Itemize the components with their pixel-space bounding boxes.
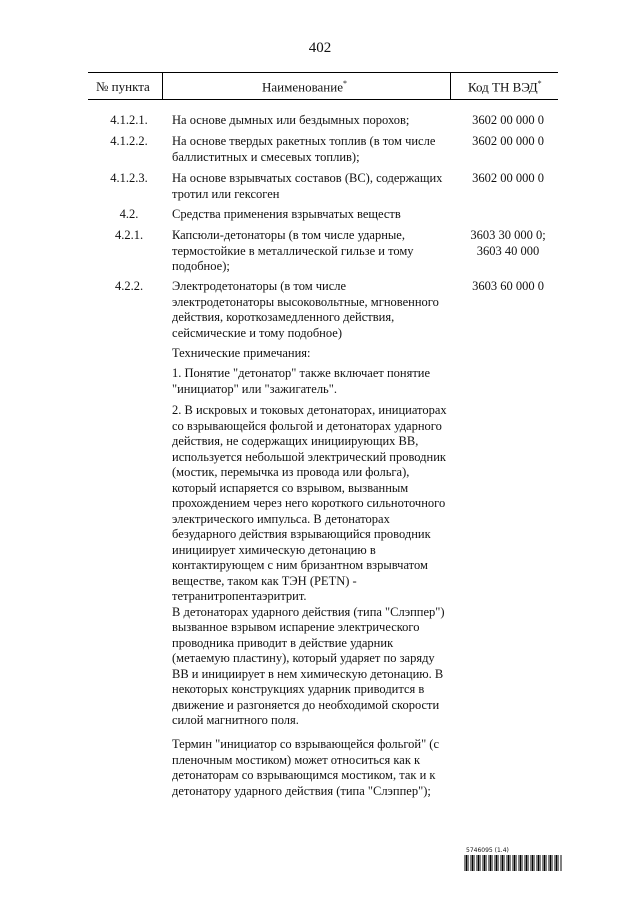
row-number: 4.2.: [119, 207, 139, 221]
row-code: 3602 00 000 0: [472, 134, 544, 148]
row-number: 4.1.2.1.: [110, 113, 148, 127]
row-number: 4.1.2.2.: [110, 134, 148, 148]
header-col-number: № пункта: [96, 79, 150, 94]
row-name: Средства применения взрывчатых веществ: [172, 207, 401, 221]
row-code: 3603 60 000 0: [472, 279, 544, 293]
row-code: 3602 00 000 0: [472, 113, 544, 127]
note-paragraph: Термин "инициатор со взрывающейся фольгой" (с пленочным мостиком) может относиться как к детонаторам со взрывающимся мостиком, так и к детонатору ударного действия (типа "Слэппер");: [172, 737, 440, 798]
row-name: На основе твердых ракетных топлив (в том числе баллиститных и смесевых топлив);: [172, 134, 436, 164]
header-divider: [162, 73, 163, 99]
notes-title: Технические примечания:: [172, 346, 311, 360]
row-name: Капсюли-детонаторы (в том числе ударные, термостойкие в металлической гильзе и тому подобное);: [172, 228, 414, 273]
header-divider: [450, 73, 451, 99]
row-number: 4.1.2.3.: [110, 171, 148, 185]
row-name: Электродетонаторы (в том числе электродетонаторы высоковольтные, мгновенного действия, короткозамедленного действия, сейсмические и тому подобное): [172, 279, 439, 340]
barcode-image: [464, 855, 562, 871]
row-number: 4.2.2.: [114, 279, 144, 293]
note-text: В детонаторах ударного действия (типа "Слэппер") вызванное взрывом испарение электрического проводника приводит в действие ударник (метаемую пластину), который ударяет по заряду ВВ и инициирует в нем химическую детонацию. В некоторых конструкциях ударник приводится в движение и разгоняется до необходимой скорости силой магнитного поля.: [172, 604, 445, 727]
row-code: 3602 00 000 0: [472, 171, 544, 185]
header-col-code: Код ТН ВЭД*: [468, 79, 542, 95]
barcode-label: 5746095 (1.4): [466, 847, 509, 854]
row-code: 3603 30 000 0; 3603 40 000: [470, 228, 546, 258]
row-number: 4.2.1.: [114, 228, 144, 242]
note-paragraph: [172, 403, 452, 729]
note-paragraph: 1. Понятие "детонатор" также включает понятие "инициатор" или "зажигатель".: [172, 366, 431, 396]
header-col-name: Наименование*: [262, 79, 347, 95]
row-name: На основе дымных или бездымных порохов;: [172, 113, 410, 127]
row-name: На основе взрывчатых составов (ВС), содержащих тротил или гексоген: [172, 171, 443, 201]
note-text: 2. В искровых и токовых детонаторах, инициаторах со взрывающейся фольгой и детонаторах ударного действия, не содержащих инициирующих ВВ, используется небольшой электрический проводник (мостик, перемычка из провода или фольга), который испаряется со взрывом, вызванным прохождением через него короткого сильноточного электрического импульса. В детонаторах безударного действия взрывающийся проводник инициирует химическую детонацию в контактирующем с ним бризантном взрывчатом веществе, таком как ТЭН (PETN) - тетранитропентаэритрит.: [172, 403, 447, 603]
table-header: [88, 72, 558, 100]
page-number: 402: [308, 40, 332, 56]
